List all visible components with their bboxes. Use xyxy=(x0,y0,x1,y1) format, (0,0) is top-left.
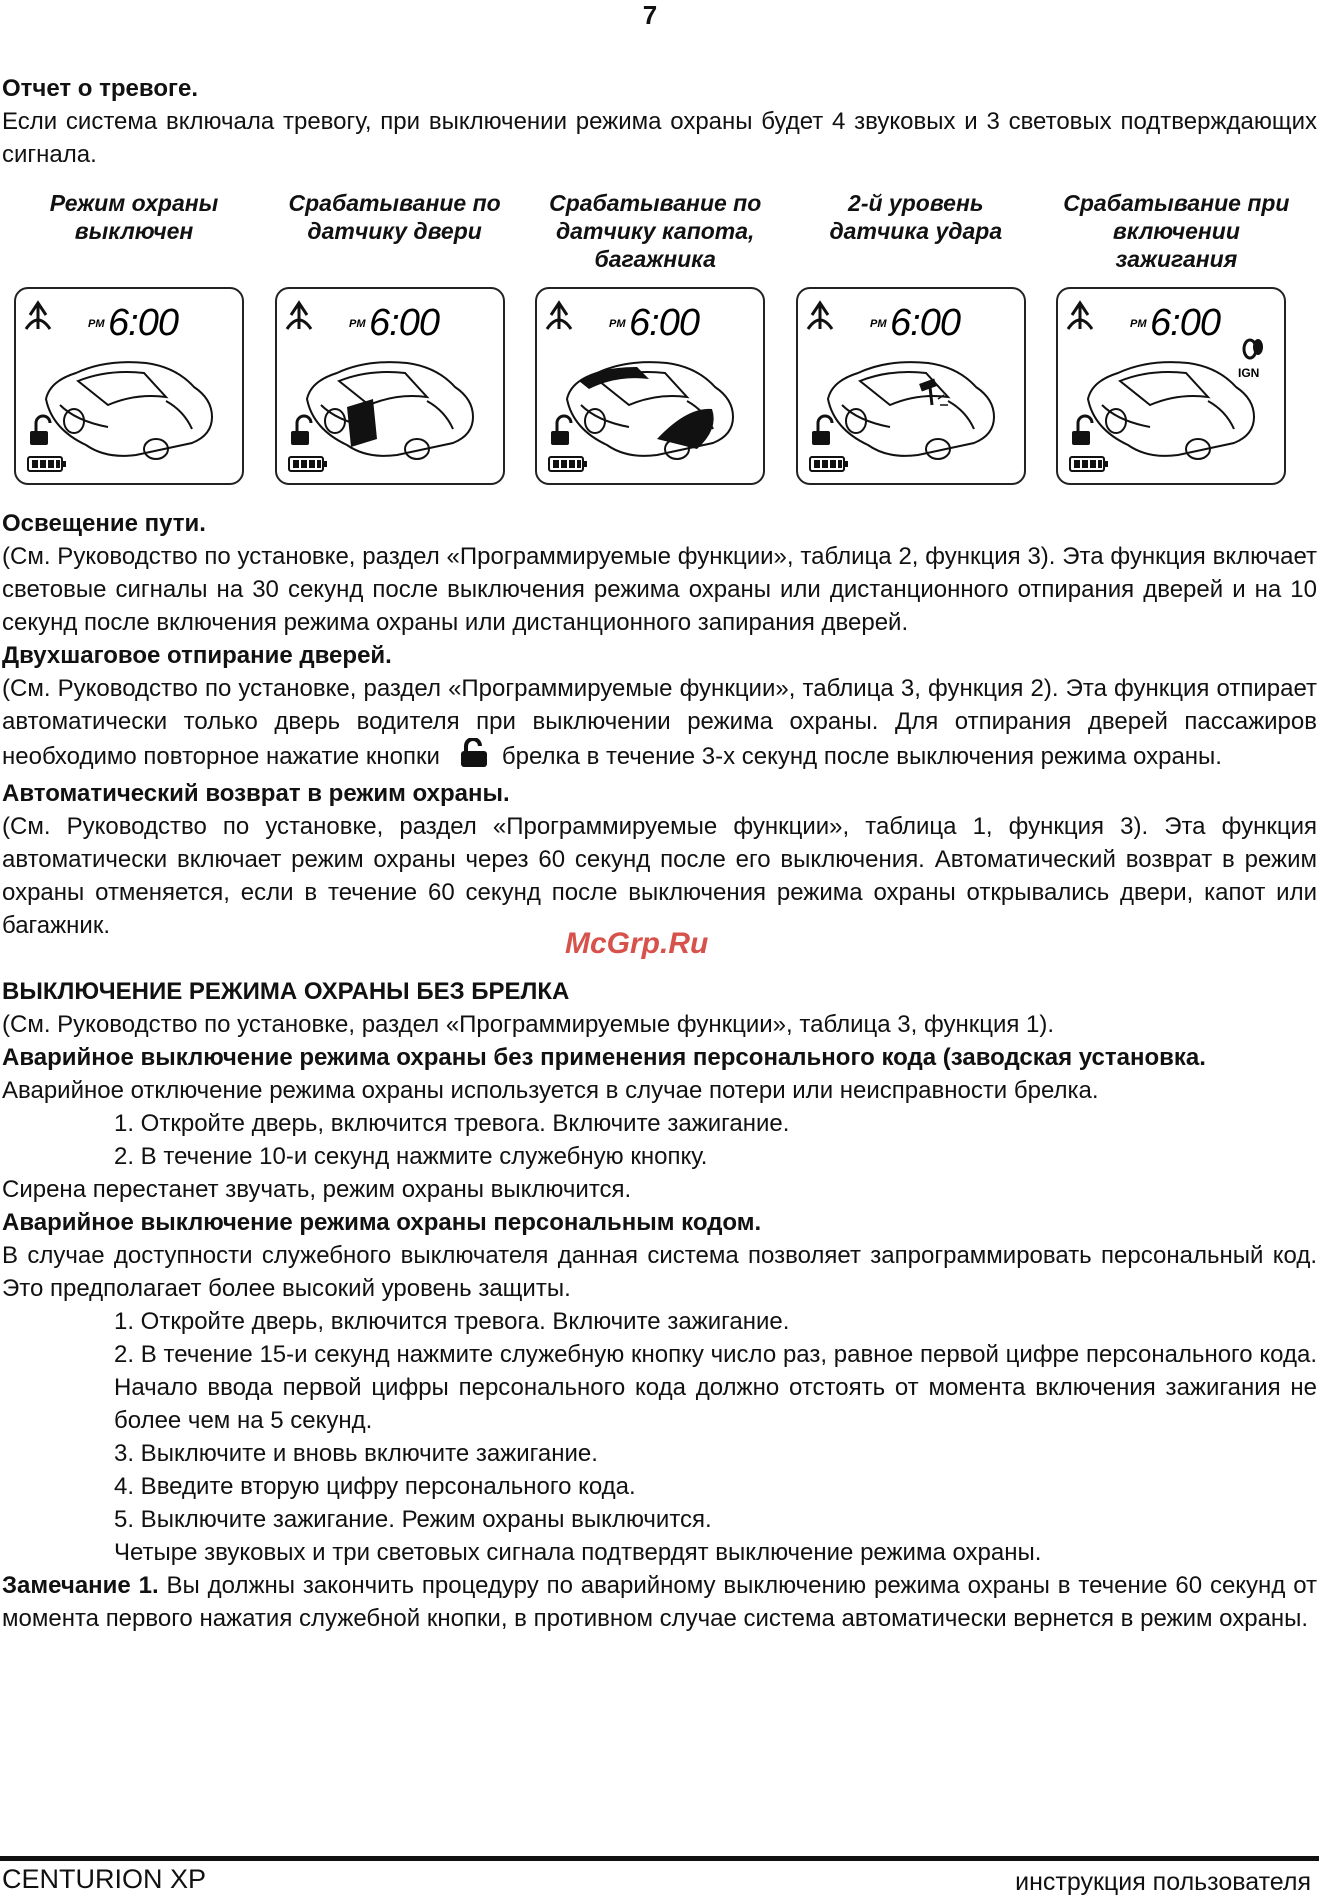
car-icon xyxy=(307,362,473,459)
antenna-icon xyxy=(26,303,50,329)
display-panel-caption: Режим охраны выключен xyxy=(49,190,219,244)
page-number: 7 xyxy=(642,0,658,30)
battery-icon xyxy=(549,457,587,471)
ign-label: IGN xyxy=(1238,366,1260,380)
time-display: 6:00 xyxy=(108,302,178,344)
disarm-without-remote-title: ВЫКЛЮЧЕНИЕ РЕЖИМА ОХРАНЫ БЕЗ БРЕЛКА xyxy=(2,978,570,1005)
ignition-key-icon xyxy=(1244,339,1263,358)
code-step: 2. В течение 15-и секунд нажмите служебную кнопку число раз, равное первой цифре персонального кода. Начало ввода первой цифры персонального кода должно отстоять от момента включения зажигания не более чем на 5 секунд. xyxy=(114,1341,1317,1434)
path-lighting-text: (См. Руководство по установке, раздел «Программируемые функции», таблица 2, функция 3). Эта функция включает световые сигналы на 30 секунд после выключения режима охраны или дистанционного отпирания дверей и на 10 секунд после включения режима охраны или дистанционного запирания дверей. xyxy=(2,543,1317,636)
display-panel-caption: Срабатывание по датчику капота, багажника xyxy=(549,190,762,272)
time-display: 6:00 xyxy=(629,302,700,344)
auto-rearm-title: Автоматический возврат в режим охраны. xyxy=(2,780,510,807)
car-icon xyxy=(46,362,212,459)
battery-icon xyxy=(289,457,327,471)
antenna-icon xyxy=(808,303,832,329)
battery-icon xyxy=(1070,457,1108,471)
note-1 xyxy=(2,1569,1317,1635)
path-lighting-title: Освещение пути. xyxy=(2,510,206,537)
antenna-icon xyxy=(547,303,571,329)
time-display: 6:00 xyxy=(1150,302,1221,344)
emergency-disarm-title: Аварийное выключение режима охраны без применения персонального кода (заводская установка. xyxy=(2,1044,1206,1071)
time-display: 6:00 xyxy=(368,302,439,344)
trunk-highlight xyxy=(579,367,649,389)
display-panel xyxy=(1056,189,1317,485)
lock-open-icon xyxy=(812,416,832,445)
footer-divider xyxy=(0,1856,1319,1861)
footer-product-name: CENTURION XP xyxy=(2,1864,207,1894)
code-step: 4. Введите вторую цифру персонального кода. xyxy=(114,1473,636,1500)
two-step-unlock-text xyxy=(2,672,1317,777)
car-icon xyxy=(828,362,994,459)
display-panel-caption: Срабатывание по датчику двери xyxy=(288,190,501,244)
lcd-screen xyxy=(535,287,765,485)
display-panels-row xyxy=(14,189,1317,485)
antenna-icon xyxy=(1068,303,1092,329)
lock-open-icon xyxy=(30,416,50,445)
lcd-screen xyxy=(1056,287,1286,485)
alarm-report-title: Отчет о тревоге. xyxy=(2,75,199,102)
hood-highlight xyxy=(657,409,714,449)
battery-icon xyxy=(28,457,66,471)
code-step: 5. Выключите зажигание. Режим охраны выключится. xyxy=(114,1506,712,1533)
display-panel-caption: 2-й уровень датчика удара xyxy=(829,190,1003,244)
emergency-step: 2. В течение 10-и секунд нажмите служебную кнопку. xyxy=(114,1143,708,1170)
lock-open-icon xyxy=(1072,416,1092,445)
emergency-disarm-text: Аварийное отключение режима охраны используется в случае потери или неисправности брелка. xyxy=(2,1077,1099,1104)
time-display: 6:00 xyxy=(889,302,960,344)
time-prefix: PM xyxy=(609,318,626,330)
time-prefix: PM xyxy=(348,318,366,330)
auto-rearm-text: (См. Руководство по установке, раздел «Программируемые функции», таблица 1, функция 3). Эта функция автоматически включает режим охраны через 60 секунд после его выключения. Автоматический возврат в режим охраны отменяется, если в течение 60 секунд после выключения режима охраны открывались двери, капот или багажник. xyxy=(2,813,1317,939)
code-step: 1. Откройте дверь, включится тревога. Включите зажигание. xyxy=(114,1308,790,1335)
lock-open-icon xyxy=(460,738,488,777)
display-panel xyxy=(14,189,275,485)
footer-doc-type: инструкция пользователя xyxy=(1015,1868,1311,1896)
car-icon xyxy=(1088,362,1254,459)
note-text: Вы должны закончить процедуру по аварийному выключению режима охраны в течение 60 секунд от момента первого нажатия служебной кнопки, в противном случае система автоматически вернется в режим охраны. xyxy=(2,1572,1318,1632)
code-step: Четыре звуковых и три световых сигнала подтвердят выключение режима охраны. xyxy=(114,1539,1042,1566)
note-label: Замечание 1. xyxy=(2,1572,159,1599)
code-step: 3. Выключите и вновь включите зажигание. xyxy=(114,1440,598,1467)
lock-open-icon xyxy=(291,416,311,445)
open-door-highlight xyxy=(347,399,377,447)
time-prefix: PM xyxy=(88,318,105,330)
emergency-step: 1. Откройте дверь, включится тревога. Включите зажигание. xyxy=(114,1110,790,1137)
display-panel-caption: Срабатывание при включении зажигания xyxy=(1063,190,1290,272)
lcd-screen xyxy=(275,287,505,485)
display-panel xyxy=(275,189,536,485)
two-step-unlock-text-part2: брелка в течение 3-х секунд после выключения режима охраны. xyxy=(501,742,1222,770)
display-panel xyxy=(796,189,1057,485)
watermark: McGrp.Ru xyxy=(565,927,709,960)
page-content xyxy=(2,72,1317,1635)
two-step-unlock-text-part1: (См. Руководство по установке, раздел «Программируемые функции», таблица 3, функция 2). Эта функция отпирает автоматически только дверь водителя при выключении режима охраны. Для отпирания дверей пассажиров необходимо повторное нажатие кнопки xyxy=(2,675,1317,770)
code-disarm-title: Аварийное выключение режима охраны персональным кодом. xyxy=(2,1209,762,1236)
lock-open-icon xyxy=(551,416,571,445)
antenna-icon xyxy=(287,303,311,329)
alarm-report-text: Если система включала тревогу, при выключении режима охраны будет 4 звуковых и 3 световых подтверждающих сигнала. xyxy=(2,108,1317,168)
display-panel xyxy=(535,189,796,485)
time-prefix: PM xyxy=(1130,318,1147,330)
lcd-screen xyxy=(796,287,1026,485)
two-step-unlock-title: Двухшаговое отпирание дверей. xyxy=(2,642,392,669)
emergency-result: Сирена перестанет звучать, режим охраны выключится. xyxy=(2,1176,632,1203)
time-prefix: PM xyxy=(869,318,887,330)
code-disarm-text: В случае доступности служебного выключателя данная система позволяет запрограммировать персональный код. Это предполагает более высокий уровень защиты. xyxy=(2,1242,1317,1302)
battery-icon xyxy=(810,457,848,471)
disarm-ref: (См. Руководство по установке, раздел «Программируемые функции», таблица 3, функция 1). xyxy=(2,1011,1055,1038)
lcd-screen xyxy=(14,287,244,485)
